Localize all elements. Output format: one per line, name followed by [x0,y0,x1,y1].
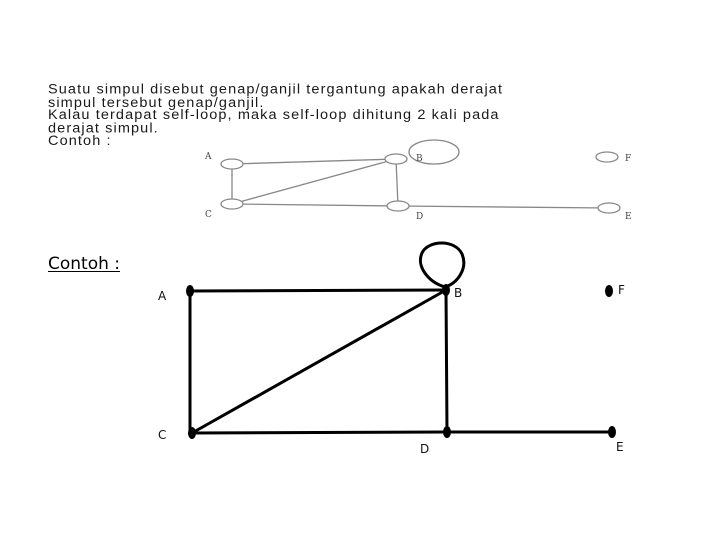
edge-c-d [192,432,447,433]
small-label-b: B [416,154,423,164]
small-vertex-b [385,154,407,164]
edge-a-b [190,290,446,291]
small-label-c: C [205,210,212,220]
vertex-a [186,285,194,297]
small-vertex-f [596,152,618,162]
small-edge-a-b [232,159,396,164]
label-d: D [420,442,430,456]
text-line-2: simpul tersebut genap/ganjil. [48,95,265,111]
small-vertex-c [221,199,243,209]
small-label-d: D [416,212,424,222]
vertex-c [188,427,196,439]
vertex-d [443,426,451,438]
text-line-1: Suatu simpul disebut genap/ganjil tergantung apakah derajat [48,82,504,98]
label-e: E [616,440,624,454]
small-label-f: F [625,154,632,164]
small-edge-b-d [396,159,398,206]
small-vertex-a [221,159,243,169]
vertex-f [605,285,613,297]
label-f: F [618,283,625,297]
small-edge-c-d [232,204,398,206]
text-line-4: derajat simpul. [48,120,159,137]
large-graph [190,243,612,433]
vertex-e [608,426,616,438]
edge-b-c [192,290,446,433]
small-vertex-d [387,201,409,211]
small-edge-b-c [232,159,396,204]
loop-b [420,243,463,287]
label-b: B [454,286,463,300]
small-graph [221,140,620,213]
example-heading: Contoh : [48,254,121,274]
text-line-3: Kalau terdapat self-loop, maka self-loop dihitung 2 kali pada [48,107,500,124]
small-edge-d-e [398,206,609,208]
small-label-a: A [205,152,212,162]
small-label-e: E [625,212,632,222]
edge-b-d [446,290,447,432]
small-vertex-e [598,203,620,213]
label-a: A [158,289,167,303]
text-line-5: Contoh : [48,133,112,149]
large-vertices [186,284,616,439]
label-c: C [158,428,167,442]
vertex-b [442,284,450,296]
